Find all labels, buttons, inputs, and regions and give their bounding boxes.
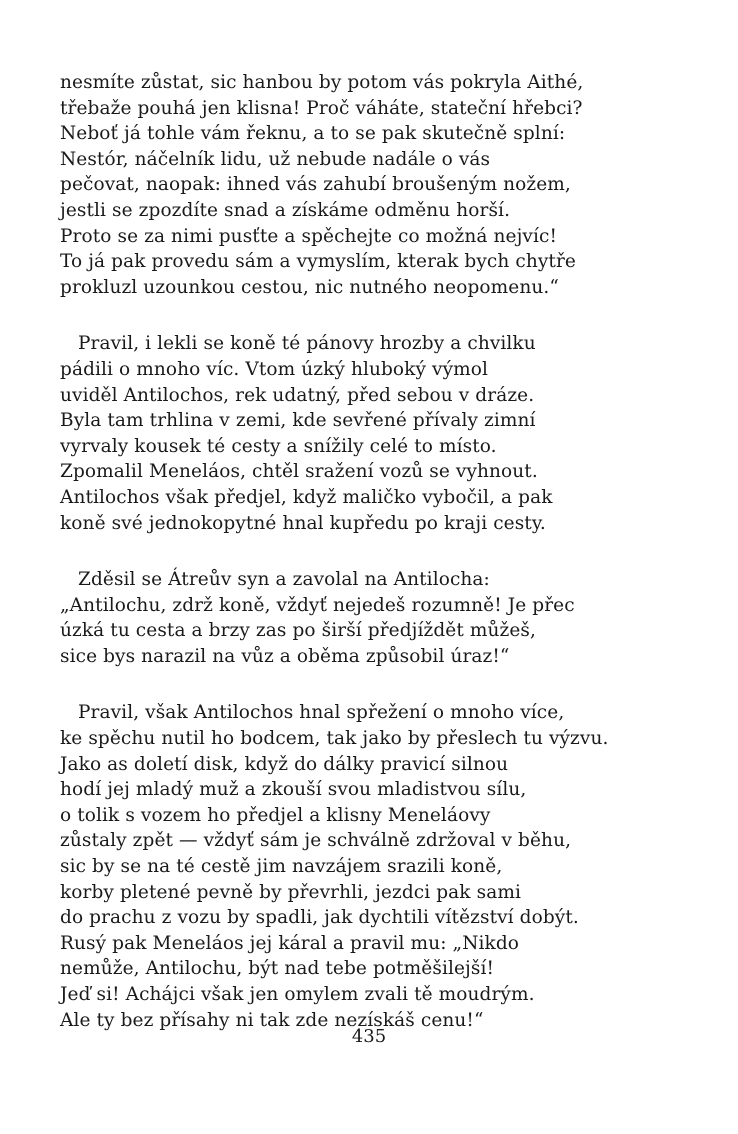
verse-line: nemůže, Antilochu, být nad tebe potměšilejší! [60, 958, 495, 980]
verse-line: korby pletené pevně by převrhli, jezdci pak sami [60, 881, 521, 903]
verse-line: pečovat, naopak: ihned vás zahubí broušeným nožem, [60, 174, 571, 196]
verse-line: prokluzl uzounkou cestou, nic nutného neopomenu.“ [60, 276, 559, 298]
verse-line: Neboť já tohle vám řeknu, a to se pak skutečně splní: [60, 123, 566, 145]
verse-line: jestli se zpozdíte snad a získáme odměnu horší. [60, 199, 511, 221]
verse-line: Zpomalil Meneláos, chtěl sražení vozů se vyhnout. [60, 461, 538, 483]
verse-line: třebaže pouhá jen klisna! Proč váháte, stateční hřebci? [60, 97, 583, 119]
verse-line: Pravil, však Antilochos hnal spřežení o mnoho více, [78, 702, 565, 724]
verse-line: sic by se na té cestě jim navzájem srazili koně, [60, 856, 503, 878]
verse-line: Ale ty bez přísahy ni tak zde nezískáš cenu!“ [60, 1009, 484, 1031]
verse-line: hodí jej mladý muž a zkouší svou mladistvou sílu, [60, 779, 527, 801]
verse-line: ke spěchu nutil ho bodcem, tak jako by přeslech tu výzvu. [60, 728, 609, 750]
verse-line: pádili o mnoho víc. Vtom úzký hluboký výmol [60, 358, 489, 380]
stanza-2 [60, 331, 620, 536]
verse-line: Antilochos však předjel, když maličko vybočil, a pak [60, 486, 553, 508]
verse-line: uviděl Antilochos, rek udatný, před sebou v dráze. [60, 384, 535, 406]
verse-line: Proto se za nimi pusťte a spěchejte co možná nejvíc! [60, 225, 557, 247]
verse-line: Rusý pak Meneláos jej káral a pravil mu: „Nikdo [60, 932, 519, 954]
verse-line: vyrvaly kousek té cesty a snížily celé to místo. [60, 435, 497, 457]
verse-line: úzká tu cesta a brzy zas po širší předjíždět můžeš, [60, 620, 537, 642]
verse-line: koně své jednokopytné hnal kupředu po kraji cesty. [60, 512, 546, 534]
verse-line: do prachu z vozu by spadli, jak dychtili vítězství dobýt. [60, 907, 579, 929]
verse-line: To já pak provedu sám a vymyslím, kterak bych chytře [60, 251, 576, 273]
stanza-4 [60, 700, 620, 1033]
stanza-3 [60, 567, 620, 669]
verse-line: Zděsil se Átreův syn a zavolal na Antilocha: [78, 569, 490, 591]
poem-text [60, 70, 620, 1064]
verse-line: Pravil, i lekli se koně té pánovy hrozby a chvilku [78, 333, 536, 355]
verse-line: Nestór, náčelník lidu, už nebude nadále o vás [60, 148, 491, 170]
verse-line: o tolik s vozem ho předjel a klisny Meneláovy [60, 804, 491, 826]
verse-line: zůstaly zpět — vždyť sám je schválně zdržoval v běhu, [60, 830, 572, 852]
verse-line: nesmíte zůstat, sic hanbou by potom vás pokryla Aithé, [60, 72, 584, 93]
page-number: 435 [351, 1026, 387, 1047]
verse-line: Jeď si! Achájci však jen omylem zvali tě moudrým. [60, 984, 535, 1005]
stanza-1 [60, 70, 620, 300]
verse-line: sice bys narazil na vůz a oběma způsobil úraz!“ [60, 645, 510, 667]
verse-line: „Antilochu, zdrž koně, vždyť nejedeš rozumně! Je přec [60, 594, 575, 616]
verse-line: Jako as doletí disk, když do dálky pravicí silnou [60, 753, 509, 775]
verse-line: Byla tam trhlina v zemi, kde sevřené přívaly zimní [60, 410, 536, 432]
